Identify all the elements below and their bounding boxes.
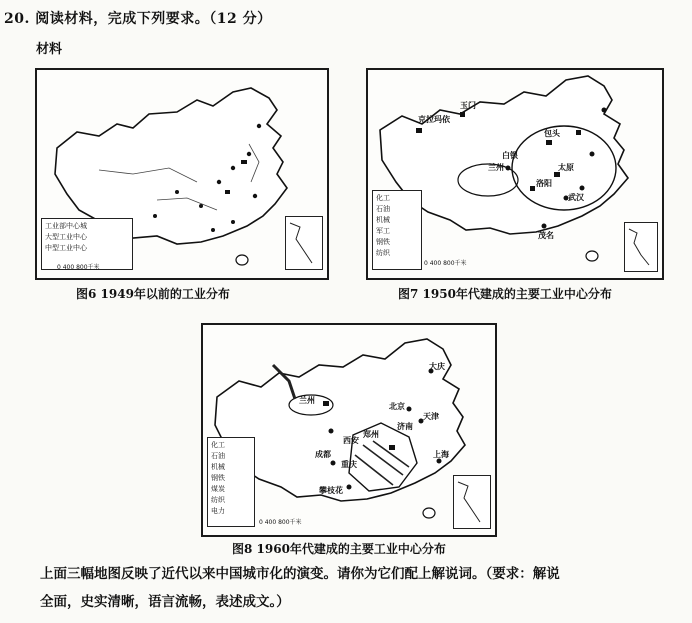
city-label: 上海 [433,450,449,459]
legend-item: 纺织 [376,249,390,257]
legend-item: 机械 [376,216,390,224]
city-label: 白银 [502,151,518,160]
question-header: 20. 阅读材料，完成下列要求。（12 分） [4,11,272,27]
city-label: 郑州 [363,430,379,439]
caption-fig8: 图8 1960年代建成的主要工业中心分布 [232,542,446,556]
city-label: 太原 [558,163,574,172]
city-label: 玉门 [460,101,476,110]
caption-fig6: 图6 1949年以前的工业分布 [76,287,230,301]
city-label: 攀枝花 [319,486,343,495]
material-label: 材料 [36,42,63,57]
legend-item: 中型工业中心 [45,244,87,252]
legend-fig7 [372,190,422,270]
legend-fig8 [207,437,255,527]
legend-item: 钢铁 [376,238,390,246]
city-label: 兰州 [299,396,315,405]
city-label: 北京 [389,402,405,411]
question-prompt-line2: 全面，史实清晰，语言流畅，表述成文。） [40,594,290,610]
legend-item: 机械 [211,463,225,471]
city-label: 重庆 [341,460,357,469]
legend-item: 化工 [211,441,225,449]
map-fig7 [366,68,664,280]
question-prompt-line1: 上面三幅地图反映了近代以来中国城市化的演变。请你为它们配上解说词。（要求：解说 [40,566,560,582]
city-label: 成都 [315,450,331,459]
city-label: 西安 [343,436,359,445]
city-label: 大庆 [429,362,445,371]
map-fig6 [35,68,329,280]
scale-bar-fig6: 0 400 800千米 [57,264,100,271]
legend-item: 工业部中心城 [45,222,87,230]
legend-item: 纺织 [211,496,225,504]
scale-bar-fig8: 0 400 800千米 [259,519,302,526]
map-fig8 [201,323,497,537]
city-label: 济南 [397,422,413,431]
city-label: 克拉玛依 [418,115,450,124]
south-sea-inset-fig8 [453,475,491,529]
legend-item: 煤炭 [211,485,225,493]
legend-item: 石油 [376,205,390,213]
city-label: 武汉 [568,193,584,202]
legend-item: 电力 [211,507,225,515]
city-label: 天津 [423,412,439,421]
legend-item: 化工 [376,194,390,202]
city-label: 茂名 [538,231,554,240]
caption-fig7: 图7 1950年代建成的主要工业中心分布 [398,287,612,301]
legend-item: 石油 [211,452,225,460]
legend-item: 军工 [376,227,390,235]
south-sea-inset-fig6 [285,216,323,270]
legend-item: 大型工业中心 [45,233,87,241]
south-sea-inset-fig7 [624,222,658,272]
scale-bar-fig7: 0 400 800千米 [424,260,467,267]
city-label: 兰州 [488,163,504,172]
legend-item: 钢铁 [211,474,225,482]
city-label: 洛阳 [536,179,552,188]
city-label: 包头 [544,129,560,138]
